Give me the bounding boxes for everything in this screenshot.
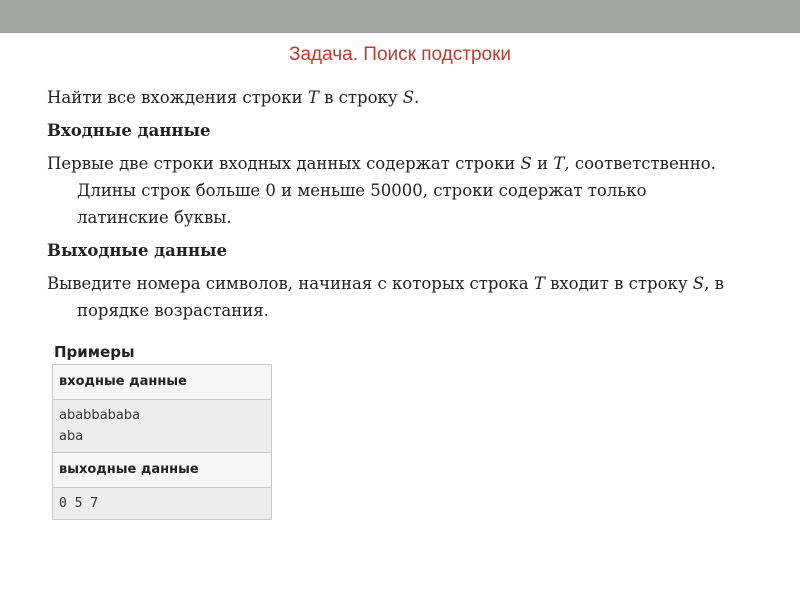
task-statement-text: Найти все вхождения строки xyxy=(47,88,308,107)
var-T: T xyxy=(307,88,319,107)
input-sample xyxy=(53,400,272,453)
output-description xyxy=(47,270,727,324)
task-statement-text: . xyxy=(414,88,420,107)
output-heading: Выходные данные xyxy=(47,241,228,260)
output-label: выходные данные xyxy=(53,453,272,488)
output-sample: 0 5 7 xyxy=(53,488,272,520)
input-description-text: , соответственно. Длины строк больше 0 и меньше 50000, строки содержат только латинские буквы. xyxy=(77,154,716,227)
var-S: S xyxy=(520,154,532,173)
task-statement xyxy=(47,84,727,111)
examples-title: Примеры xyxy=(54,343,135,361)
input-heading: Входные данные xyxy=(47,121,211,140)
output-description-text: входит в строку xyxy=(544,274,693,293)
var-T: T xyxy=(533,274,545,293)
input-sample-line: ababbababa xyxy=(59,408,141,423)
input-label: входные данные xyxy=(53,365,272,400)
task-statement-text: в строку xyxy=(318,88,403,107)
top-bar xyxy=(0,0,800,33)
input-sample-line: aba xyxy=(59,429,84,444)
examples-table xyxy=(52,364,272,520)
var-S: S xyxy=(402,88,415,107)
input-description-text: и xyxy=(531,154,554,173)
input-description xyxy=(47,150,727,231)
task-content xyxy=(47,84,727,330)
output-description-text: , в порядке возрастания. xyxy=(77,274,724,320)
input-description-text: Первые две строки входных данных содержат строки xyxy=(47,154,521,173)
var-T: T xyxy=(553,154,565,173)
output-description-text: Выведите номера символов, начиная с которых строка xyxy=(47,274,534,293)
var-S: S xyxy=(692,274,705,293)
examples-block xyxy=(52,340,272,520)
slide-title: Задача. Поиск подстроки xyxy=(288,44,512,65)
